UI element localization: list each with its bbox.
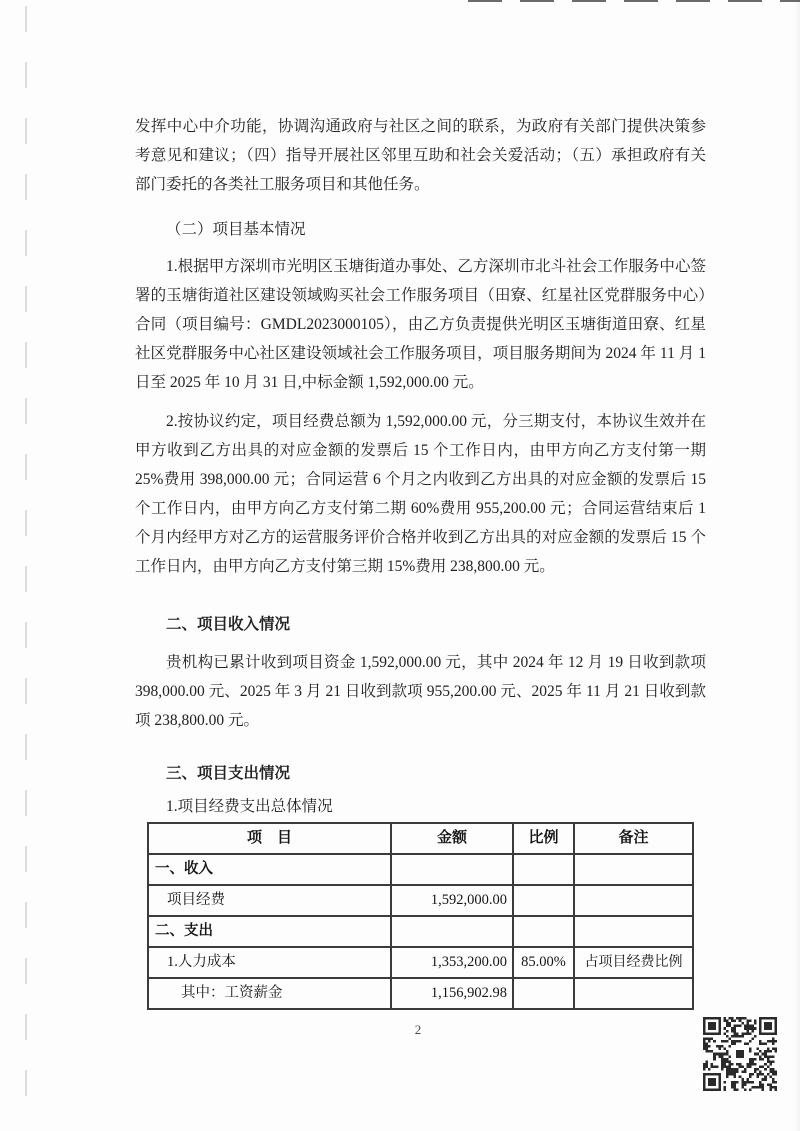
row-note — [574, 854, 693, 885]
row-amount — [391, 854, 513, 885]
expense-summary-table — [147, 822, 694, 1010]
table-header-amount: 金额 — [391, 823, 513, 854]
qr-code — [702, 1017, 778, 1091]
table-row — [148, 978, 693, 1009]
row-ratio — [513, 916, 574, 947]
table-row — [148, 854, 693, 885]
row-amount: 1,353,200.00 — [391, 947, 513, 978]
row-item: 1.人力成本 — [148, 947, 391, 978]
row-ratio — [513, 978, 574, 1009]
section-heading-expense: 三、项目支出情况 — [166, 765, 291, 782]
table-header-row — [148, 823, 693, 854]
scan-edge-artifact — [468, 0, 800, 2]
row-ratio: 85.00% — [513, 947, 574, 978]
page-edge-shadow — [794, 0, 800, 1131]
subsection-heading-basic-info: （二）项目基本情况 — [166, 221, 306, 238]
subsection-heading-expense-table: 1.项目经费支出总体情况 — [166, 798, 333, 815]
binding-hole-marks — [25, 6, 27, 1118]
table-row — [148, 916, 693, 947]
row-note — [574, 885, 693, 916]
row-ratio — [513, 885, 574, 916]
body-paragraph-payment-terms: 2.按协议约定，项目经费总额为 1,592,000.00 元，分三期支付，本协议生效并在甲方收到乙方出具的对应金额的发票后 15 个工作日内，由甲方向乙方支付第一期 25%费用 398,000.00 元；合同运营 6 个月之内收到乙方出具的对应金额的发票后 15 个工作日内，由甲方向乙方支付第二期 60%费用 955,200.00 元；合同运营结束后 1 个月内经甲方对乙方的运营服务评价合格并收到乙方出具的对应金额的发票后 15 个工作日内，由甲方向乙方支付第三期 15%费用 238,800.00 元。 — [135, 413, 706, 575]
row-item: 一、收入 — [148, 854, 391, 885]
row-ratio — [513, 854, 574, 885]
body-paragraph-contract: 1.根据甲方深圳市光明区玉塘街道办事处、乙方深圳市北斗社会工作服务中心签署的玉塘街道社区建设领域购买社会工作服务项目（田寮、红星社区党群服务中心）合同（项目编号：GMDL2023000105），由乙方负责提供光明区玉塘街道田寮、红星社区党群服务中心社区建设领域社会工作服务项目，项目服务期间为 2024 年 11 月 1 日至 2025 年 10 月 31 日,中标金额 1,592,000.00 元。 — [135, 258, 706, 391]
body-paragraph-continued: 发挥中心中介功能，协调沟通政府与社区之间的联系，为政府有关部门提供决策参考意见和建议；（四）指导开展社区邻里互助和社会关爱活动；（五）承担政府有关部门委托的各类社工服务项目和其他任务。 — [135, 118, 706, 193]
row-note — [574, 916, 693, 947]
section-heading-income: 二、项目收入情况 — [166, 616, 291, 633]
table-header-note: 备注 — [574, 823, 693, 854]
row-item: 二、支出 — [148, 916, 391, 947]
document-body — [135, 112, 706, 1010]
body-paragraph-income: 贵机构已累计收到项目资金 1,592,000.00 元，其中 2024 年 12 月 19 日收到款项 398,000.00 元、2025 年 3 月 21 日收到款项 955,200.00 元、2025 年 11 月 21 日收到款项 238,800.00 元。 — [135, 654, 706, 729]
row-amount: 1,592,000.00 — [391, 885, 513, 916]
table-row — [148, 885, 693, 916]
row-amount — [391, 916, 513, 947]
page-number: 2 — [414, 1022, 422, 1037]
row-amount: 1,156,902.98 — [391, 978, 513, 1009]
table-header-ratio: 比例 — [513, 823, 574, 854]
row-item: 其中：工资薪金 — [148, 978, 391, 1009]
row-item: 项目经费 — [148, 885, 391, 916]
table-row — [148, 947, 693, 978]
row-note — [574, 978, 693, 1009]
table-header-item: 项 目 — [148, 823, 391, 854]
row-note: 占项目经费比例 — [574, 947, 693, 978]
